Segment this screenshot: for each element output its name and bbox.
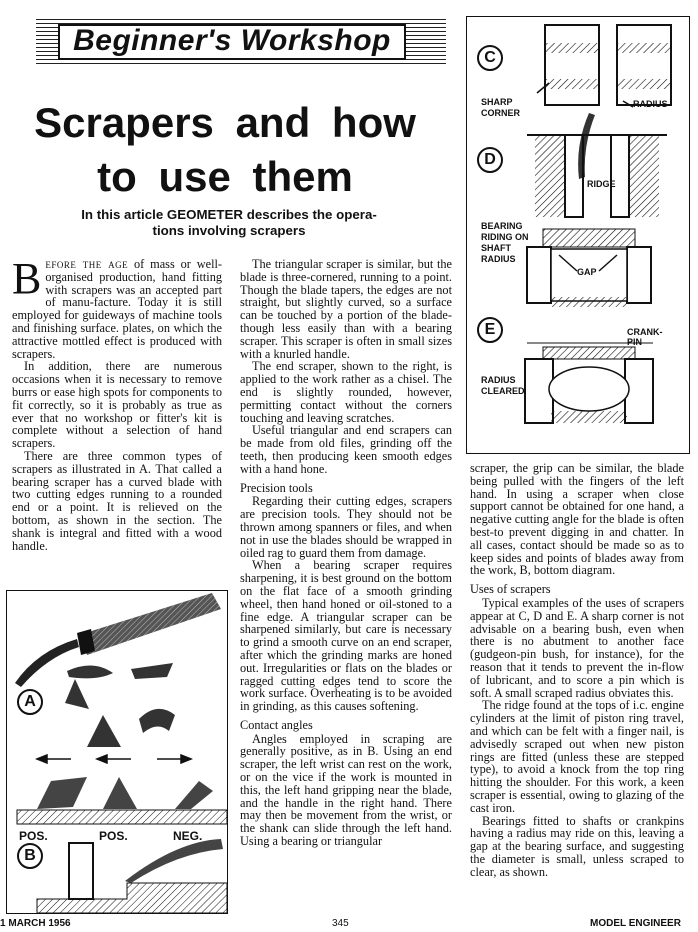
scraper-in-cylinder bbox=[578, 113, 595, 179]
standfirst-line-1: In this article GEOMETER describes the opera- bbox=[81, 207, 377, 222]
subheading: Uses of scrapers bbox=[470, 582, 551, 597]
bearing-bottom bbox=[551, 297, 627, 307]
paragraph: There are three common types of scrapers as illustrated in A. That called a bearing scraper has a curved blade with two cutting edges running to a rounded end or a point. It is relieved on the bottom, as shown in the section. The shank is integral and fitted with a wood handle. bbox=[12, 448, 222, 553]
subheading: Precision tools bbox=[240, 480, 313, 495]
bearing-riding-label: BEARING RIDING ON SHAFT RADIUS bbox=[481, 221, 529, 264]
ridge-label: RIDGE bbox=[587, 179, 616, 189]
crankpin-label: CRANK-PIN bbox=[627, 327, 663, 347]
figure-label-c: C bbox=[477, 45, 503, 71]
drop-cap: B bbox=[12, 254, 42, 303]
article-standfirst bbox=[40, 207, 418, 239]
paragraph: The ridge found at the tops of i.c. engine cylinders at the limit of piston ring travel, and which can be felt with a finger nail, is advisedly scraped out when new piston rings are fitted (unless these are stepped type), to avoid a knock from the top ring hitting the shoulder. For this work, a keen scraper is essential, owing to glazing of the cast iron. bbox=[470, 698, 684, 815]
bearing-scraper-blade bbox=[175, 781, 213, 809]
small-caps-lead: efore the age bbox=[45, 257, 129, 271]
figure-c-d-e bbox=[466, 16, 690, 454]
bearing-scraper-b bbox=[125, 839, 223, 883]
cylinder-right bbox=[611, 135, 629, 217]
bearing-section bbox=[67, 665, 113, 678]
gap-label: GAP bbox=[577, 267, 597, 277]
end-scraper-blade bbox=[37, 777, 87, 809]
page-number: 345 bbox=[332, 918, 349, 929]
triangle-section bbox=[87, 715, 121, 747]
magazine-name: MODEL ENGINEER bbox=[590, 918, 681, 929]
sharp-corner-label: SHARP CORNER bbox=[481, 97, 521, 118]
column-3 bbox=[470, 462, 684, 879]
bush-left bbox=[545, 25, 599, 105]
bush-hatch bbox=[545, 43, 599, 53]
title-line-2: to use them bbox=[97, 153, 353, 200]
paragraph: scraper, the grip can be similar, the blade being pulled with the fingers of the left hand. In using a scraper when close support cannot be obtained for one hand, a negative cutting angle for the blade is often best-to prevent digging in and chatter. In all cases, contact should be made so as to keep sides and points of blades away from the work, B, bottom diagram. bbox=[470, 461, 684, 578]
paragraph: In addition, there are numerous occasions when it is necessary to remove burrs or ease high spots for components to fit correctly, so it is probably as true as ever that no workshop or fitter's kit is complete without a selection of hand scrapers. bbox=[12, 359, 222, 451]
stepped-work bbox=[37, 883, 227, 913]
radius-cleared-label: RADIUS CLEARED bbox=[481, 375, 525, 396]
paragraph: Regarding their cutting edges, scrapers are precision tools. They should not be thrown among spanners or files, and when not in use the blades should be wrapped in oiled rag to guard them from damage. bbox=[240, 494, 452, 560]
bush-right bbox=[617, 25, 671, 105]
paragraph: Bearings fitted to shafts or crankpins having a radius may ride on this, leaving a gap at the bearing surface, and suggesting the diameter is small, unless scraped to clear, as shown. bbox=[470, 813, 684, 879]
paragraph: Useful triangular and end scrapers can be made from old files, grinding off the teeth, then producing keen smooth edges with a hand hone. bbox=[240, 423, 452, 476]
figure-label-b: B bbox=[17, 843, 43, 869]
pos-label-1: POS. bbox=[19, 829, 48, 843]
crankpin-body bbox=[549, 367, 629, 411]
standfirst-line-2: tions involving scrapers bbox=[152, 223, 306, 238]
section-banner: Beginner's Workshop bbox=[58, 24, 406, 60]
article-title bbox=[20, 96, 430, 204]
intro-text: of mass or well-organised production, hand fitting with scrapers was an accepted part of manu-facture. Today it is still employed for guideways of machine tools and finishing surface. plates, on which the attractive mottled effect is produced with scrapers. bbox=[12, 257, 222, 361]
subheading: Contact angles bbox=[240, 717, 313, 732]
figure-label-e: E bbox=[477, 317, 503, 343]
paragraph: When a bearing scraper requires sharpening, it is best ground on the bottom on the flat face of a smooth grinding wheel, then hand honed or oil-stoned to a fine edge. A triangular scraper can be sharpened similarly, but care is necessary to grind a smooth curve on an end scraper, after which the grinding marks are honed out. Irregularities or flats on the blades or ragged cutting edges tend to score the work surface. Overheating is to be avoided in grinding, as this causes softening. bbox=[240, 558, 452, 714]
triangle-section-small bbox=[65, 679, 89, 709]
title-line-1: Scrapers and how bbox=[34, 99, 416, 146]
intro-paragraph bbox=[12, 254, 222, 361]
cylinder-wall-right bbox=[629, 135, 659, 217]
paragraph: The triangular scraper is similar, but the blade is three-cornered, running to a point. Though the blade tapers, the edges are not straight, but slightly curved, so a surface can be touched by a portion of the blade-though less easily than with a bearing scraper. This scraper is often in small sizes with a knurled handle. bbox=[240, 257, 452, 361]
bearing-top-e bbox=[543, 347, 635, 359]
bearing-scraper-illustration bbox=[15, 593, 221, 687]
paragraph: Typical examples of the uses of scrapers appear at C, D and E. A sharp corner is not advisable on a bearing bush, even when there is no abutment to another face (gudgeon-pin bush, for instance), for the reason that it tends to prevent the in-flow of lubricant, and to score a pin which is soft. A small scraped radius obviates this. bbox=[470, 595, 684, 700]
figure-label-a: A bbox=[17, 689, 43, 715]
column-1 bbox=[12, 254, 222, 553]
neg-label: NEG. bbox=[173, 829, 203, 843]
figure-label-d: D bbox=[477, 147, 503, 173]
radius-label: RADIUS bbox=[633, 99, 668, 109]
triangle-scraper-blade bbox=[103, 777, 137, 809]
figure-a-b bbox=[6, 590, 228, 914]
bearing-top bbox=[543, 229, 635, 247]
bearing-section-2 bbox=[139, 709, 175, 733]
end-scraper-shank bbox=[69, 843, 93, 899]
direction-arrows bbox=[37, 755, 191, 763]
work-surface bbox=[17, 810, 227, 824]
cylinder-wall-left bbox=[535, 135, 565, 217]
bearing-bottom-e bbox=[551, 411, 627, 423]
footer-date: 1 MARCH 1956 bbox=[0, 918, 71, 929]
paragraph: The end scraper, shown to the right, is applied to the work rather as a chisel. The end is slightly rounded, however, permitting contact without the corners touching and leaving scratches. bbox=[240, 359, 452, 425]
end-section bbox=[131, 663, 173, 679]
paragraph: Angles employed in scraping are generally positive, as in B. Using an end scraper, the left wrist can rest on the work, or on the vice if the work is mounted in this, the left hand gripping near the blade, and the handle in the right hand. There may then be movement from the wrist, or the shank can slide through the left hand. Using a bearing or triangular bbox=[240, 731, 452, 849]
pos-label-2: POS. bbox=[99, 829, 128, 843]
column-2 bbox=[240, 258, 452, 848]
figure-a-b-drawing bbox=[7, 591, 227, 913]
